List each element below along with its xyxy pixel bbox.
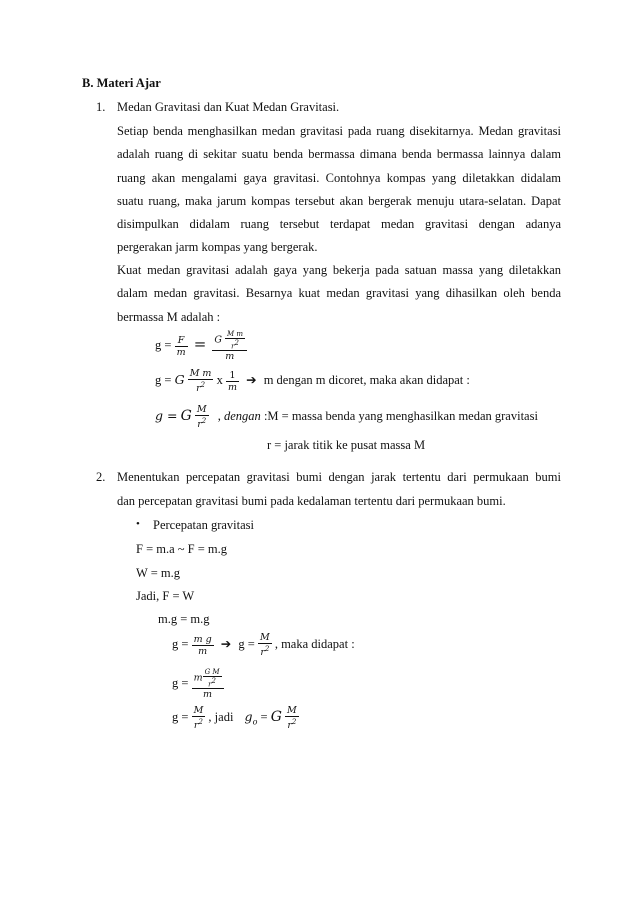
para2-line: Kuat medan gravitasi adalah gaya yang bekerja pada satuan massa yang diletakkan — [117, 263, 561, 277]
arrow-right-icon: ➔ — [220, 636, 232, 651]
para1-line: disimpulkan didalam ruang tersebut terdapat medan gravitasi dengan adanya — [117, 217, 561, 231]
item2-line1: Menentukan percepatan gravitasi bumi dengan jarak tertentu dari permukaan bumi — [117, 470, 561, 484]
eq5-m: m — [193, 672, 203, 684]
eq1-m: m — [176, 346, 186, 358]
eq1-G: G — [214, 334, 222, 346]
section-heading: B. Materi Ajar — [82, 76, 161, 90]
eq6-g0 — [244, 708, 258, 727]
item1-number: 1. — [96, 100, 106, 114]
eq3-den: $r^2$ — [195, 415, 209, 430]
equation-1 — [155, 330, 247, 362]
eq5-den: m — [192, 688, 224, 700]
eq2-G: G — [174, 371, 185, 387]
eq1-inner-fraction — [225, 330, 245, 350]
para2-last-line: bermassa M adalah : — [117, 310, 221, 324]
eq5-fraction — [192, 668, 224, 700]
line-f: F = m.a ~ F = m.g — [136, 542, 228, 556]
eq6-den: $r^2$ — [192, 716, 206, 731]
eq6-num2: M — [287, 705, 297, 716]
eq3-lhs: g = — [155, 407, 178, 423]
eq6-num: M — [193, 705, 204, 716]
eq4-fraction — [192, 634, 214, 657]
line-jadi: Jadi, F = W — [136, 589, 195, 603]
bullet-text: Percepatan gravitasi — [153, 518, 254, 532]
equation-3 — [155, 404, 538, 430]
eq3-text2: r = jarak titik ke pusat massa M — [267, 438, 426, 452]
eq4-lhs2: g = — [238, 636, 255, 651]
eq6-lhs: g = — [172, 709, 189, 724]
eq2-fraction-1-m — [226, 370, 239, 393]
para1-last-line: pergerakan jarm kompas yang bergerak. — [117, 240, 318, 254]
eq4-text: , maka didapat : — [274, 636, 355, 651]
item1-title: Medan Gravitasi dan Kuat Medan Gravitasi. — [117, 100, 340, 114]
eq1-f: F — [177, 334, 185, 346]
eq3-text: :M = massa benda yang menghasilkan medan gravitasi — [263, 408, 538, 423]
eq2-lhs: g = — [155, 372, 172, 387]
eq2-text: m dengan m dicoret, maka akan didapat : — [263, 372, 470, 387]
equation-4 — [172, 632, 355, 658]
eq1-equals: = — [193, 335, 207, 354]
eq5-numerator — [192, 668, 224, 688]
line-w: W = m.g — [136, 566, 180, 580]
eq4-num2: M — [259, 632, 270, 643]
eq3-comma: , — [217, 408, 221, 423]
eq6-sub: o — [252, 717, 258, 727]
eq4-den: m — [192, 645, 214, 657]
eq6-fraction2 — [285, 705, 299, 731]
eq4-num: m g — [193, 633, 212, 645]
eq4-lhs: g = — [172, 636, 189, 651]
item2-line2: dan percepatan gravitasi bumi pada kedalaman tertentu dari permukaan bumi. — [117, 494, 506, 508]
eq6-fraction — [192, 705, 206, 731]
eq1-fraction-f-over-m — [175, 335, 188, 358]
eq4-fraction2 — [258, 632, 272, 658]
eq4-den2: $r^2$ — [258, 643, 272, 658]
eq6-g: g — [244, 708, 253, 724]
eq6-den2: $r^2$ — [285, 716, 299, 731]
para1-line: adalah ruang di sekitar suatu benda bermassa dimana benda bermassa lainnya dalam — [117, 147, 561, 161]
eq6-equals: = — [260, 709, 268, 724]
eq2-one: 1 — [229, 369, 236, 381]
eq6-jadi: , jadi — [208, 709, 234, 724]
eq1-r2: r2 — [225, 338, 245, 350]
arrow-right-icon: ➔ — [246, 372, 257, 387]
eq2-fraction — [188, 368, 214, 394]
para2-line: dalam medan gravitasi. Besarnya kuat medan gravitasi yang dihasilkan oleh benda — [117, 286, 561, 300]
eq2-m: m — [227, 381, 237, 393]
bullet-icon: • — [136, 518, 140, 530]
eq5-inner-fraction — [203, 668, 222, 688]
eq5-lhs: g = — [172, 676, 189, 691]
eq2-den: $r^2$ — [188, 379, 214, 394]
eq1-den-m: m — [212, 350, 247, 362]
para1-line: ruang akan mengalami gaya gravitasi. Contohnya kompas yang diletakkan didalam — [117, 171, 561, 185]
item2-number: 2. — [96, 470, 106, 484]
eq1-g: g = — [155, 338, 172, 353]
eq1-Mm: M m — [227, 330, 244, 338]
equation-2 — [155, 368, 470, 394]
eq3-G: G — [180, 407, 192, 424]
eq3-dengan: dengan — [224, 408, 261, 423]
eq5-GM: G M — [204, 668, 220, 676]
eq2-num: M m — [189, 368, 212, 379]
eq2-times: x — [216, 372, 223, 387]
eq3-num: M — [196, 404, 207, 415]
eq3-fraction — [195, 404, 209, 430]
eq1-fraction-gmm — [212, 330, 247, 362]
para1-line: suatu ruang, maka jarum kompas tersebut akan bergerak menuju utara-selatan. Dapat — [117, 194, 561, 208]
line-mg: m.g = m.g — [158, 612, 210, 626]
eq1-numerator — [212, 330, 247, 350]
eq5-r2: r2 — [203, 676, 222, 688]
equation-5 — [172, 668, 224, 700]
para1-line: Setiap benda menghasilkan medan gravitasi pada ruang disekitarnya. Medan gravitasi — [117, 124, 561, 138]
equation-6 — [172, 705, 299, 731]
eq6-G: G — [270, 708, 282, 725]
